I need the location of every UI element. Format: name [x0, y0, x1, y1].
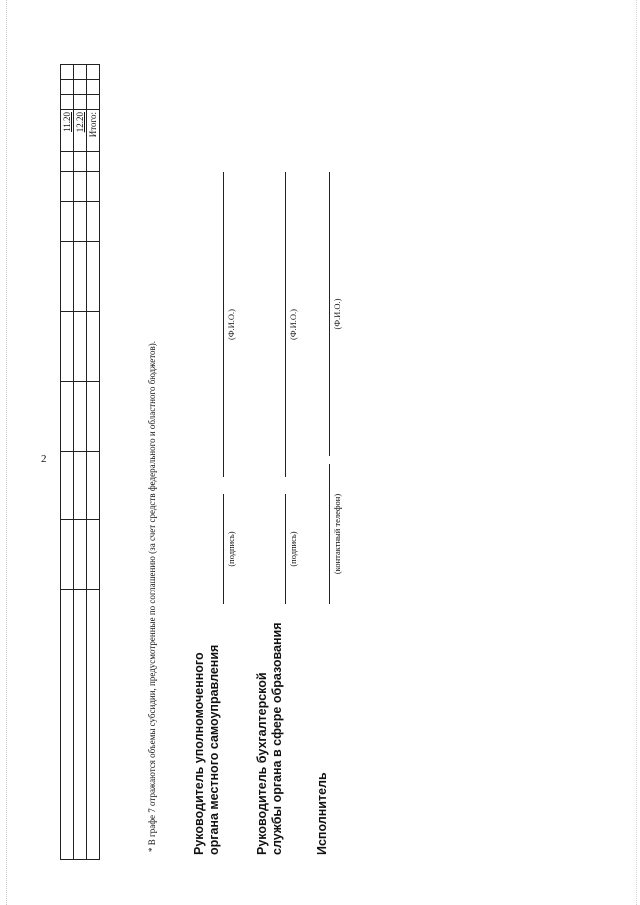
table-cell [61, 202, 74, 242]
table-cell [87, 452, 100, 520]
table-cell [74, 202, 87, 242]
table-cell [61, 65, 74, 80]
table-cell [74, 312, 87, 382]
phone-caption: (контактный телефон) [332, 493, 342, 575]
table-cell [74, 242, 87, 312]
name-line [223, 172, 224, 477]
table-row [74, 65, 87, 860]
table-cell [61, 242, 74, 312]
table-cell [74, 590, 87, 860]
page-edge-right [636, 0, 637, 905]
table-cell [87, 65, 100, 80]
table-cell [87, 520, 100, 590]
row-code-cell: 11.20 [61, 110, 74, 152]
signature-title-head-of-authority [192, 645, 222, 855]
row-code-cell: Итого: [87, 110, 100, 152]
table-cell [61, 80, 74, 95]
table-cell [74, 152, 87, 172]
signature-title-executor [315, 772, 330, 855]
table-cell [61, 520, 74, 590]
table-cell [74, 452, 87, 520]
page-number: 2 [41, 453, 47, 465]
page-edge-left [6, 0, 7, 905]
table-cell [74, 172, 87, 202]
table-cell [61, 590, 74, 860]
table-cell [61, 382, 74, 452]
signature-caption: (подпись) [226, 531, 236, 567]
name-caption: (Ф.И.О.) [226, 308, 236, 341]
phone-line [329, 464, 330, 604]
name-caption: (Ф.И.О.) [332, 298, 342, 330]
table-cell [87, 202, 100, 242]
row-code-cell: 12.20 [74, 110, 87, 152]
table-cell [87, 95, 100, 110]
signature-title-line: Руководитель уполномоченного [192, 652, 206, 855]
rotated-sheet [60, 60, 360, 860]
table-cell [87, 312, 100, 382]
table-cell [87, 172, 100, 202]
table-row [61, 65, 74, 860]
table-cell [61, 312, 74, 382]
signature-caption: (подпись) [288, 531, 298, 567]
table-cell [61, 172, 74, 202]
signature-title-chief-accountant [255, 623, 285, 856]
table-cell [87, 242, 100, 312]
table-cell [74, 80, 87, 95]
signature-line [285, 494, 286, 604]
table-body [61, 65, 100, 860]
table-cell [61, 152, 74, 172]
footnote: * В графе 7 отражаются объемы субсидии, предусмотренные по соглашению (за счет средств федерального и областного бюджетов). [147, 340, 157, 852]
table-cell [61, 95, 74, 110]
table-cell [61, 452, 74, 520]
name-line [285, 172, 286, 477]
table-cell [87, 80, 100, 95]
table-cell [87, 152, 100, 172]
table-row [87, 65, 100, 860]
table-cell [74, 95, 87, 110]
data-table [60, 64, 100, 860]
signature-line [223, 494, 224, 604]
table-cell [87, 590, 100, 860]
signature-title-line: Исполнитель [315, 772, 329, 855]
table-cell [74, 520, 87, 590]
signature-title-line: органа местного самоуправления [207, 644, 221, 855]
signature-title-line: службы органа в сфере образования [270, 622, 284, 855]
table-cell [87, 382, 100, 452]
table-cell [74, 65, 87, 80]
name-line [329, 172, 330, 456]
table-cell [74, 382, 87, 452]
signature-title-line: Руководитель бухгалтерской [255, 672, 269, 855]
name-caption: (Ф.И.О.) [288, 308, 298, 341]
